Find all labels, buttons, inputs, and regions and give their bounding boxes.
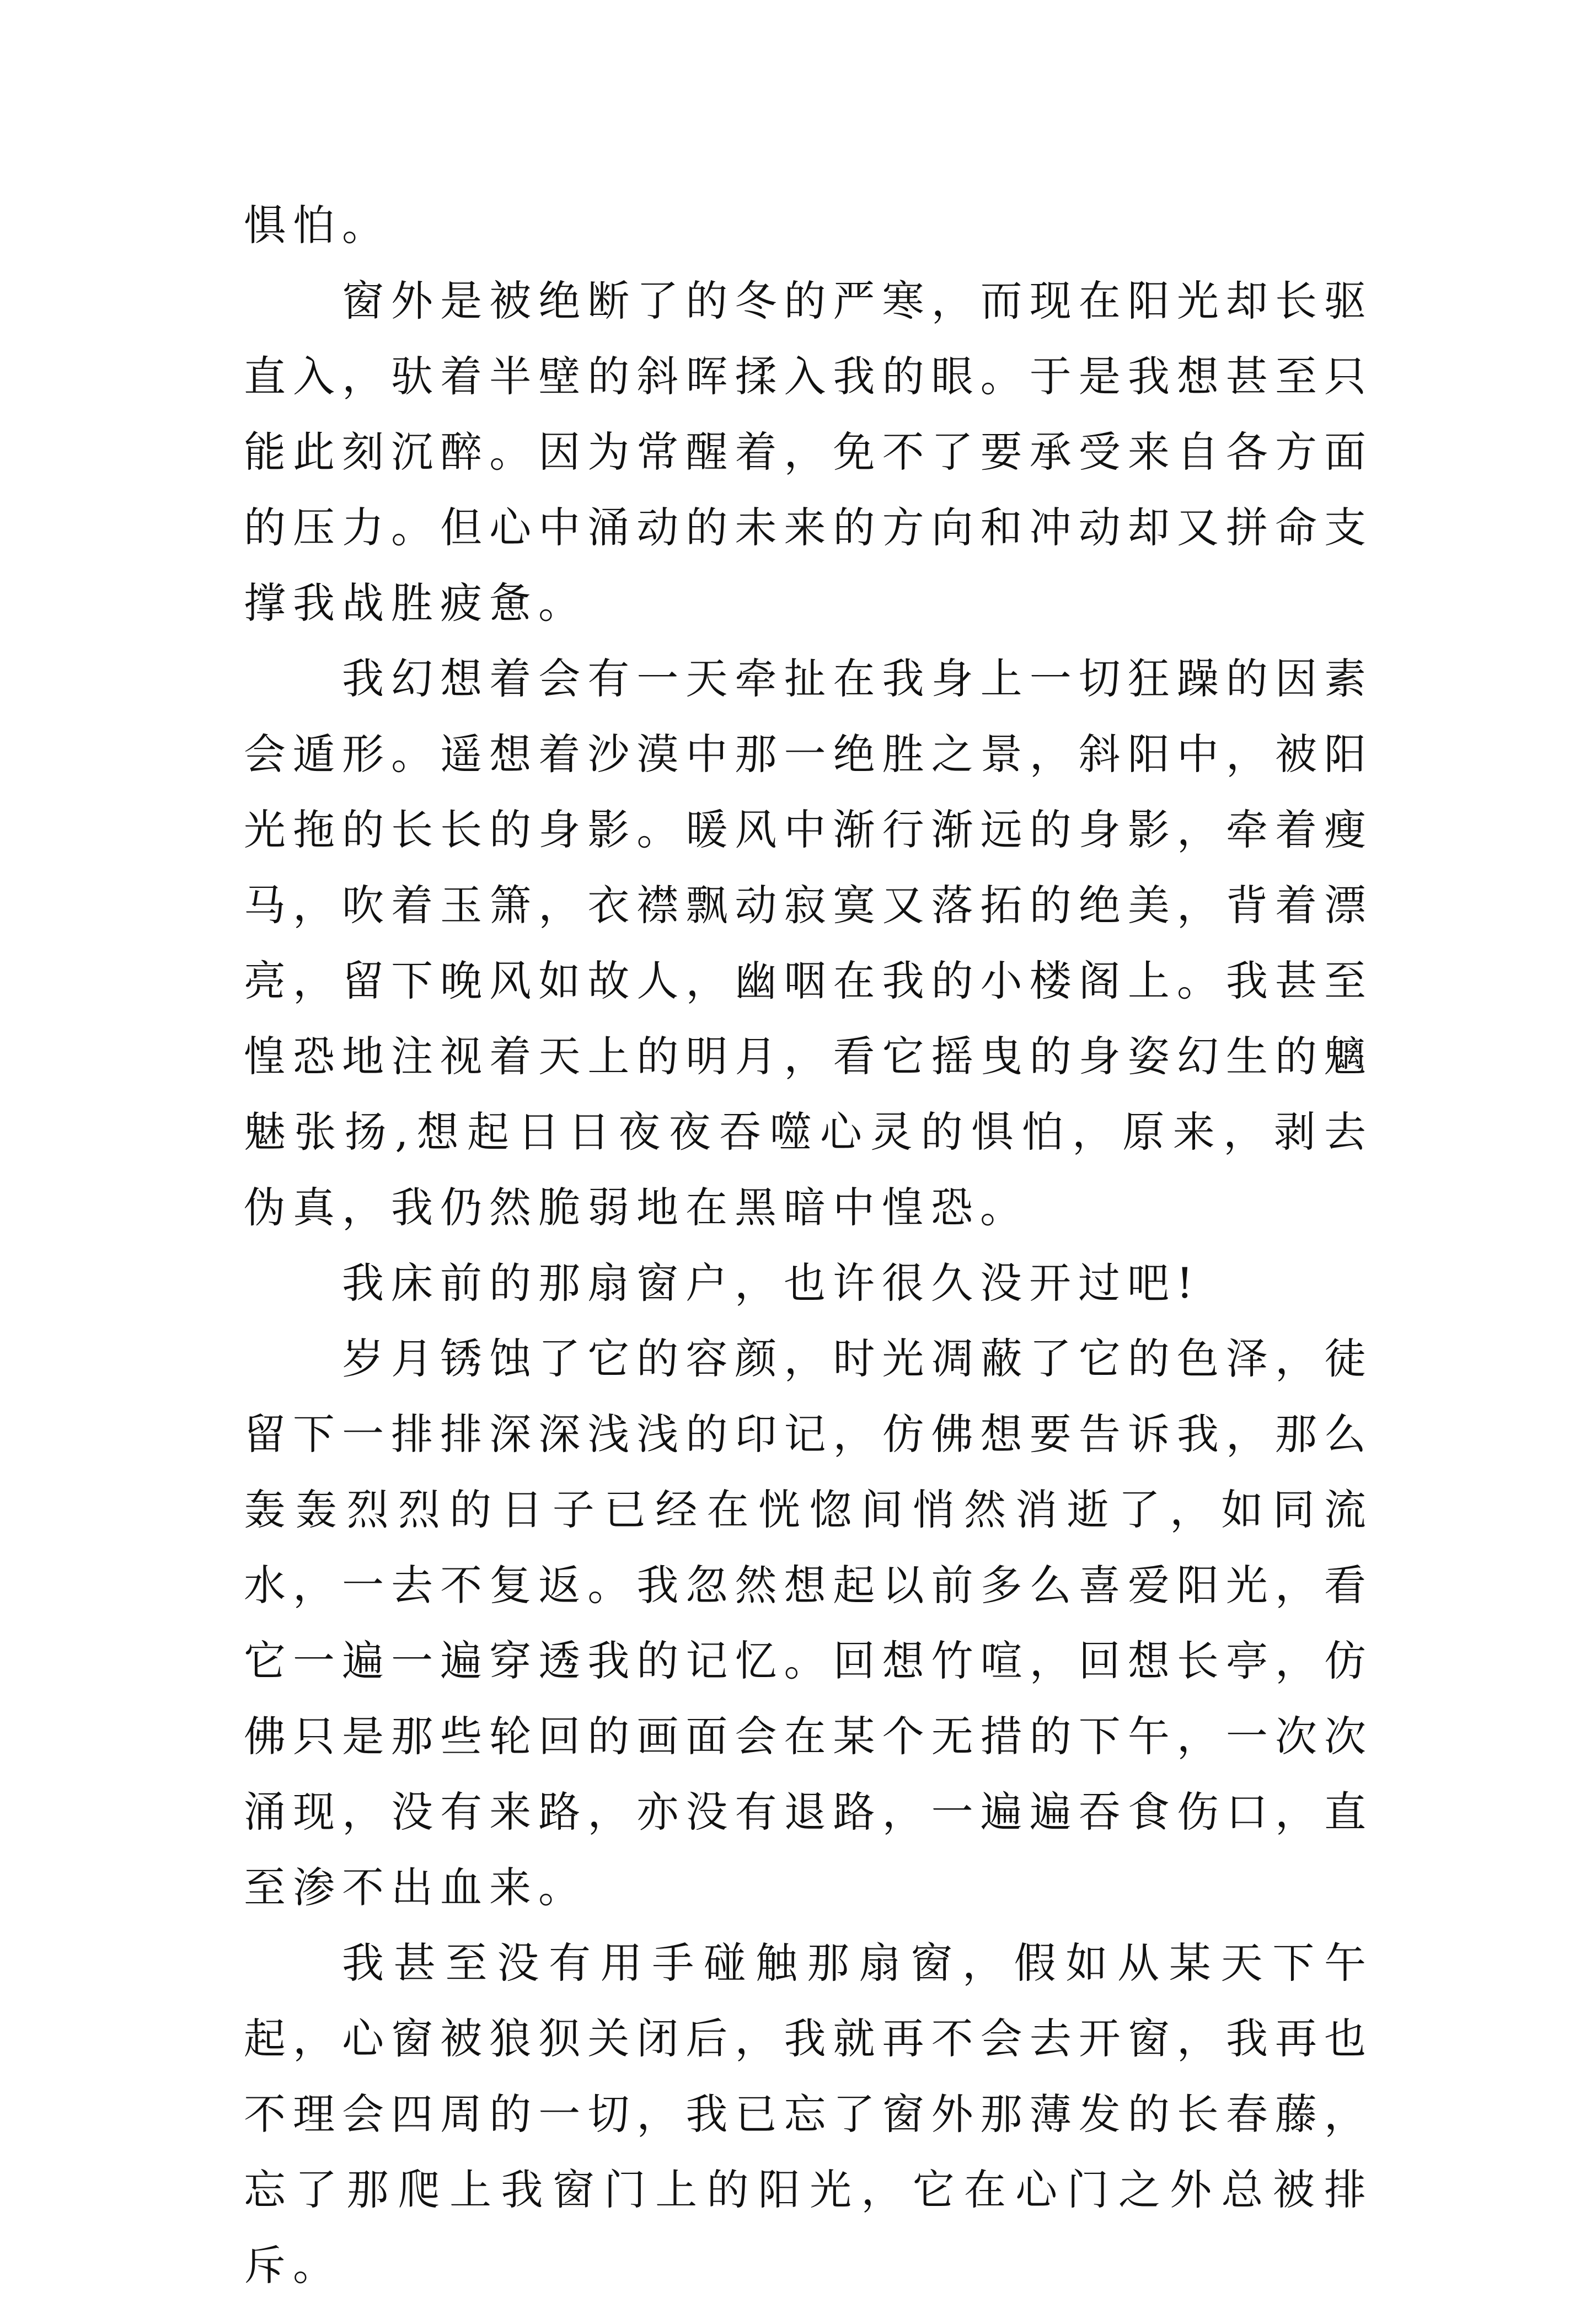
- paragraph: 我幻想着会有一天牵扯在我身上一切狂躁的因素会遁形。遥想着沙漠中那一绝胜之景，斜阳中，被阳光拖的长长的身影。暖风中渐行渐远的身影，牵着瘦马，吹着玉箫，衣襟飘动寂寞又落拓的绝美，背着漂亮，留下晚风如故人，幽咽在我的小楼阁上。我甚至惶恐地注视着天上的明月，看它摇曳的身姿幻生的魑魅张扬,想起日日夜夜吞噬心灵的惧怕，原来，剥去伪真，我仍然脆弱地在黑暗中惶恐。: [244, 654, 1373, 1232]
- paragraph-continuation: 惧怕。: [244, 201, 391, 250]
- document-body: [244, 188, 1373, 2303]
- paragraph: 窗外是被绝断了的冬的严寒，而现在阳光却长驱直入，驮着半壁的斜晖揉入我的眼。于是我想甚至只能此刻沉醉。因为常醒着，免不了要承受来自各方面的压力。但心中涌动的未来的方向和冲动却又拼命支撑我战胜疲惫。: [244, 276, 1373, 628]
- paragraph: 岁月锈蚀了它的容颜，时光凋蔽了它的色泽，徒留下一排排深深浅浅的印记，仿佛想要告诉我，那么轰轰烈烈的日子已经在恍惚间悄然消逝了，如同流水，一去不复返。我忽然想起以前多么喜爱阳光，看它一遍一遍穿透我的记忆。回想竹喧，回想长亭，仿佛只是那些轮回的画面会在某个无措的下午，一次次涌现，没有来路，亦没有退路，一遍遍吞食伤口，直至渗不出血来。: [244, 1334, 1373, 1912]
- paragraph: 我床前的那扇窗户，也许很久没开过吧!: [342, 1258, 1201, 1308]
- paragraph: 我甚至没有用手碰触那扇窗，假如从某天下午起，心窗被狼狈关闭后，我就再不会去开窗，我再也不理会四周的一切，我已忘了窗外那薄发的长春藤，忘了那爬上我窗门上的阳光，它在心门之外总被排斥。: [244, 1938, 1373, 2290]
